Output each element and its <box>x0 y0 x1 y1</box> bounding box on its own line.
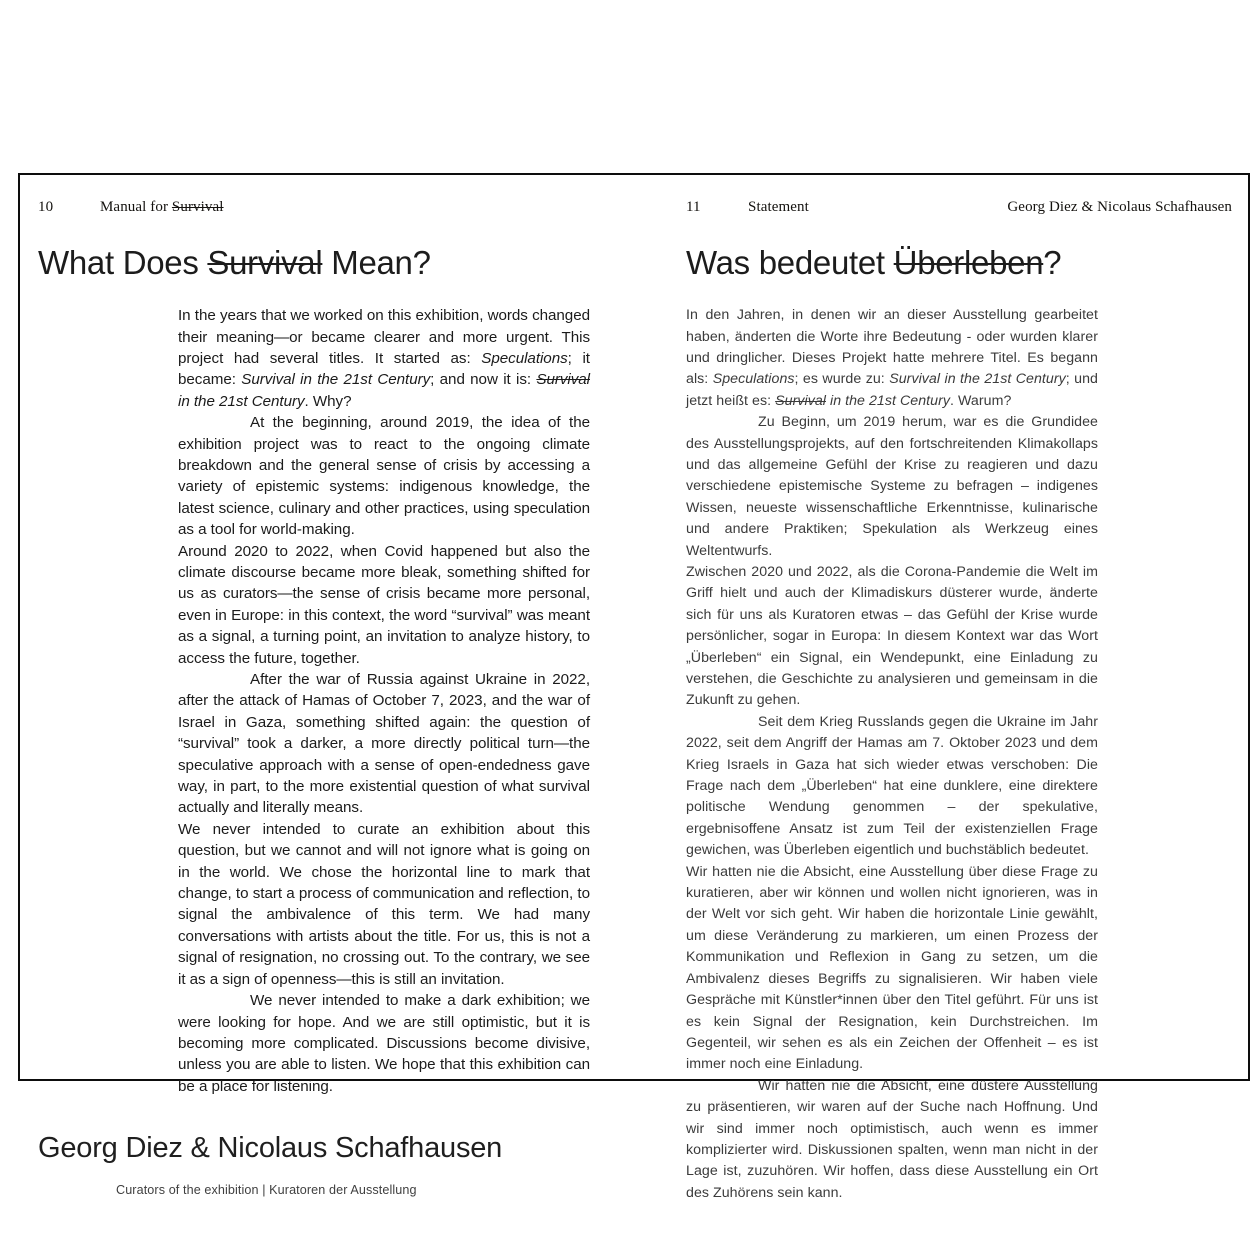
body-paragraph <box>686 305 1098 412</box>
italic-title-run: in the 21st Century <box>178 392 305 410</box>
text-run: Zu Beginn, um 2019 herum, war es die Grundidee des Ausstellungsprojekts, auf den fortschreitenden Klimakollaps und das allgemeine Gefühl der Krise zu reagieren und dazu verschiedene epistemische Systeme zu befragen – indigenes Wissen, neueste wissenschaftliche Erkenntnisse, kulinarische und andere Praktiken; Spekulation als Werkzeug eines Weltentwurfs. <box>686 414 1098 559</box>
folio-number-right: 11 <box>686 199 701 215</box>
folio-number-left: 10 <box>38 199 54 215</box>
signature-name: Georg Diez & Nicolaus Schafhausen <box>38 1132 503 1165</box>
body-paragraph <box>686 412 1098 562</box>
running-head-right <box>686 199 1234 219</box>
text-run: At the beginning, around 2019, the idea of the exhibition project was to react to the ongoing climate breakdown and the general sense of crisis by accessing a variety of epistemic systems: indigenous knowledge, the latest science, culinary and other practices, using speculation as a tool for world-making. <box>178 414 590 539</box>
text-run: ; and now it is: <box>430 371 537 389</box>
running-head-section-right: Statement <box>748 199 809 215</box>
text-run: We never intended to make a dark exhibition; we were looking for hope. And we are still optimistic, but it is becoming more complicated. Discussions become divisive, unless you are able to listen. We hope that this exhibition can be a place for listening. <box>178 992 590 1095</box>
page-title-left-struck: Survival <box>207 244 323 281</box>
body-paragraph <box>178 669 590 819</box>
italic-title-run: Speculations <box>712 371 795 388</box>
page-title-right <box>686 243 1234 283</box>
page-title-left-post: Mean? <box>322 244 431 281</box>
body-paragraph <box>686 862 1098 1076</box>
page-right <box>668 175 1252 1201</box>
text-run: We never intended to curate an exhibition about this question, but we cannot and will not ignore what is going on in the world. We chose the horizontal line to mark that change, to start a process of communication and reflection, to signal the ambivalence of this term. We had many conversations with artists about the title. For us, this is not a signal of resignation, no crossing out. To the contrary, we see it as a sign of openness—this is still an invitation. <box>178 820 590 988</box>
page-title-right-pre: Was bedeutet <box>686 244 894 281</box>
text-run: ; it became: <box>178 349 590 389</box>
body-text-english <box>178 305 590 1097</box>
page-title-right-post: ? <box>1043 244 1062 281</box>
text-run: Zwischen 2020 und 2022, als die Corona-Pandemie die Welt im Griff hielt und auch der Klimadiskurs düsterer wurde, änderte sich für uns als Kuratoren etwas – das Gefühl der Krise wurde persönlicher, sogar in Europa: In diesem Kontext war das Wort „Überleben“ ein Signal, ein Wendepunkt, eine Einladung zu verstehen, die Geschichte zu analysieren und gemeinsam in die Zukunft zu gehen. <box>686 563 1098 709</box>
body-paragraph <box>178 819 590 990</box>
body-paragraph <box>178 412 590 540</box>
italic-title-run: in the 21st Century <box>826 392 951 409</box>
text-run: Around 2020 to 2022, when Covid happened but also the climate discourse became more bleak, something shifted for us as curators—the sense of crisis became more personal, even in Europe: in this context, the word “survival” was meant as a signal, a turning point, an invitation to analyze history, to access the future, together. <box>178 542 590 667</box>
struck-title-run: Survival <box>536 371 590 389</box>
running-head-section-text: Manual for <box>100 199 172 215</box>
text-run: . Why? <box>304 392 352 410</box>
text-run: Seit dem Krieg Russlands gegen die Ukraine im Jahr 2022, seit dem Angriff der Hamas am 7. Oktober 2023 und dem Krieg Israels in Gaza hat sich wieder etwas verschoben: Die Frage nach dem „Überleben“ hat eine dunklere, eine direktere politische Wendung genommen – der spekulative, ergebnisoffene Ansatz ist zum Teil der existenziellen Frage gewichen, was Überleben eigentlich und buchstäblich bedeutet. <box>686 713 1098 859</box>
body-paragraph <box>686 712 1098 862</box>
text-run: . Warum? <box>950 392 1012 409</box>
text-run: ; und jetzt heißt es: <box>686 371 1099 409</box>
body-paragraph <box>178 541 590 669</box>
signature-role: Curators of the exhibition | Kuratoren der Ausstellung <box>116 1183 417 1198</box>
body-paragraph <box>686 562 1098 712</box>
page-title-right-struck: Überleben <box>893 244 1044 281</box>
text-run: ; es wurde zu: <box>794 371 890 388</box>
signature-block <box>38 1131 612 1199</box>
page-title-left-pre: What Does <box>38 244 208 281</box>
italic-title-run: Survival in the 21st Century <box>889 371 1066 388</box>
body-paragraph <box>178 305 590 412</box>
struck-title-run: Survival <box>775 392 826 409</box>
text-run: In the years that we worked on this exhibition, words changed their meaning—or became clearer and more urgent. This project had several titles. It started as: <box>178 307 590 367</box>
running-head-byline: Georg Diez & Nicolaus Schafhausen <box>1007 199 1232 215</box>
body-paragraph <box>178 990 590 1097</box>
text-run: In den Jahren, in denen wir an dieser Ausstellung gearbeitet haben, änderten die Worte ihre Bedeutung - oder wurden klarer und dringlicher. Dieses Projekt hatte mehrere Titel. Es begann als: <box>686 307 1098 388</box>
page-spread <box>18 173 1250 1201</box>
italic-title-run: Speculations <box>481 349 568 367</box>
italic-title-run: Survival in the 21st Century <box>241 371 431 389</box>
page-title-left <box>38 243 612 283</box>
text-run: After the war of Russia against Ukraine in 2022, after the attack of Hamas of October 7, 2023, and the war of Israel in Gaza, something shifted again: the question of “survival” took a darker, a more directly political turn—the speculative approach with a sense of open-endedness gave way, in part, to the more existential question of what survival actually and literally means. <box>178 671 590 817</box>
body-paragraph <box>686 1076 1098 1204</box>
page-left <box>20 175 652 1198</box>
running-head-struck-word: Survival <box>171 199 224 215</box>
text-run: Wir hatten nie die Absicht, eine düstere Ausstellung zu präsentieren, wir waren auf der Suche nach Hoffnung. Und wir sind immer noch optimistisch, auch wenn es immer komplizierter wird. Diskussionen spalten, wenn man nicht in der Lage ist, zuzuhören. Wir hoffen, dass diese Ausstellung ein Ort des Zuhörens sein kann. <box>686 1077 1098 1201</box>
running-head-left <box>38 199 612 219</box>
text-run: Wir hatten nie die Absicht, eine Ausstellung über diese Frage zu kuratieren, aber wir können und wollen nicht ignorieren, was in der Welt vor sich geht. Wir haben die horizontale Linie gewählt, um diese Veränderung zu markieren, um einen Prozess der Kommunikation und Reflexion in Gang zu setzen, um die Ambivalenz dieses Begriffs zu signalisieren. Wir haben viele Gespräche mit Künstler*innen über den Titel geführt. Für uns ist es kein Signal der Resignation, kein Durchstreichen. Im Gegenteil, wir sehen es als ein Zeichen der Offenheit – es ist immer noch eine Einladung. <box>686 863 1098 1073</box>
body-text-german <box>686 305 1098 1204</box>
running-head-section-left <box>100 199 224 216</box>
